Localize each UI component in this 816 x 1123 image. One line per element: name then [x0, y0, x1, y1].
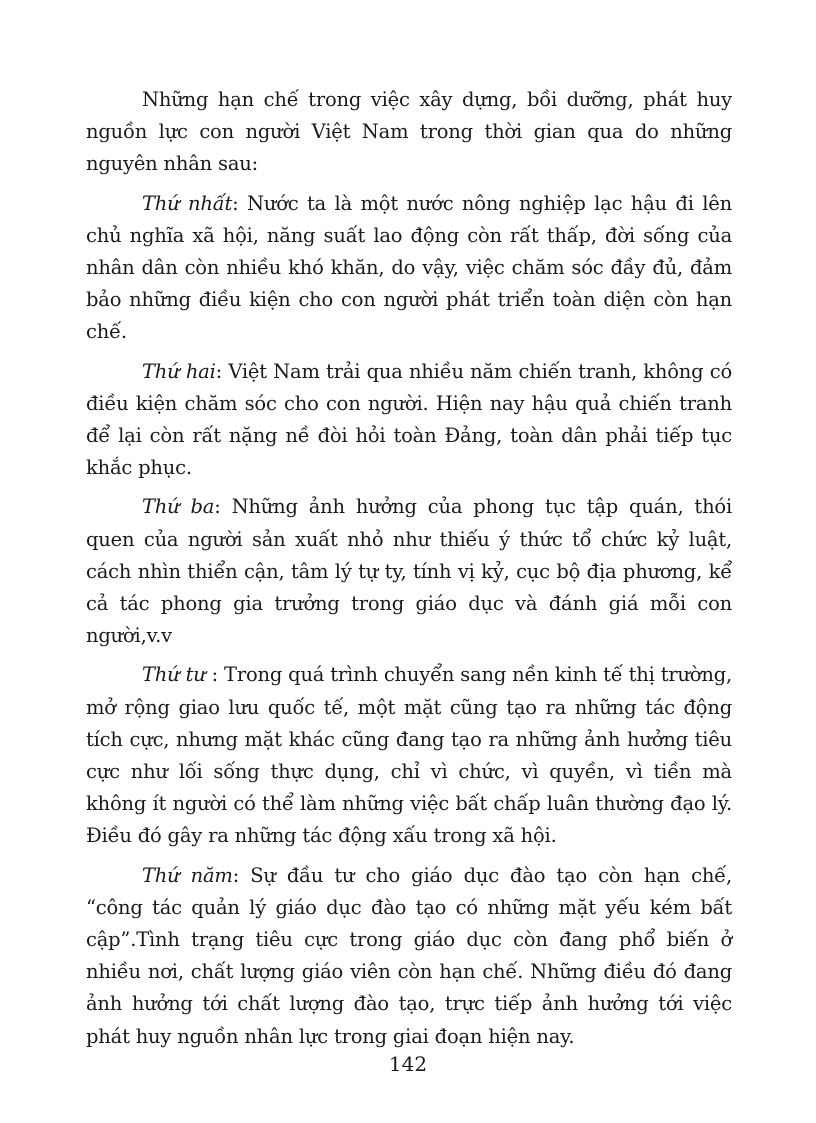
reason-separator: : [232, 863, 251, 887]
page-number: 142 [388, 1052, 428, 1076]
reason-lead: Thứ ba [142, 495, 215, 519]
reason-lead: Thứ tư [142, 663, 206, 687]
reason-text: Những ảnh hưởng của phong tục tập quán, thói quen của người sản xuất nhỏ như thiếu ý thức tổ chức kỷ luật, cách nhìn thiển cận, tâm lý tự ty, tính vị kỷ, cục bộ địa phương, kể cả tác phong gia trưởng trong giáo dục và đánh giá mỗi con người,v.v [86, 495, 733, 648]
reason-paragraph-1 [86, 188, 732, 349]
reason-separator: : [205, 663, 225, 687]
reason-paragraph-5 [86, 860, 732, 1053]
intro-paragraph: Những hạn chế trong việc xây dựng, bồi dưỡng, phát huy nguồn lực con người Việt Nam trong thời gian qua do những nguyên nhân sau: [86, 88, 732, 176]
page-body [86, 84, 732, 1060]
reason-text: Sự đầu tư cho giáo dục đào tạo còn hạn chế, “công tác quản lý giáo dục đào tạo có những mặt yếu kém bất cập”.Tình trạng tiêu cực trong giáo dục còn đang phổ biến ở nhiều nơi, chất lượng giáo viên còn hạn chế. Những điều đó đang ảnh hưởng tới chất lượng đào tạo, trực tiếp ảnh hưởng tới việc phát huy nguồn nhân lực trong giai đoạn hiện nay. [86, 863, 732, 1048]
reason-separator: : [214, 495, 232, 519]
reason-paragraph-4 [86, 659, 732, 852]
reason-lead: Thứ nhất [142, 191, 233, 215]
reason-separator: : [232, 191, 247, 215]
reason-text: Việt Nam trải qua nhiều năm chiến tranh, không có điều kiện chăm sóc cho con người. Hiện nay hậu quả chiến tranh để lại còn rất nặng nề đòi hỏi toàn Đảng, toàn dân phải tiếp tục khắc phục. [86, 359, 733, 480]
reason-lead: Thứ hai [142, 359, 216, 383]
reason-lead: Thứ năm [142, 863, 233, 887]
reason-separator: : [215, 359, 229, 383]
reason-text: Trong quá trình chuyển sang nền kinh tế thị trường, mở rộng giao lưu quốc tế, một mặt cũng tạo ra những tác động tích cực, nhưng mặt khác cũng đang tạo ra những ảnh hưởng tiêu cực như lối sống thực dụng, chỉ vì chức, vì quyền, vì tiền mà không ít người có thể làm những việc bất chấp luân thường đạo lý. Điều đó gây ra những tác động xấu trong xã hội. [86, 663, 732, 848]
reason-paragraph-2 [86, 356, 732, 485]
reason-text: Nước ta là một nước nông nghiệp lạc hậu đi lên chủ nghĩa xã hội, năng suất lao động còn rất thấp, đời sống của nhân dân còn nhiều khó khăn, do vậy, việc chăm sóc đầy đủ, đảm bảo những điều kiện cho con người phát triển toàn diện còn hạn chế. [86, 191, 732, 344]
reason-paragraph-3 [86, 491, 732, 652]
